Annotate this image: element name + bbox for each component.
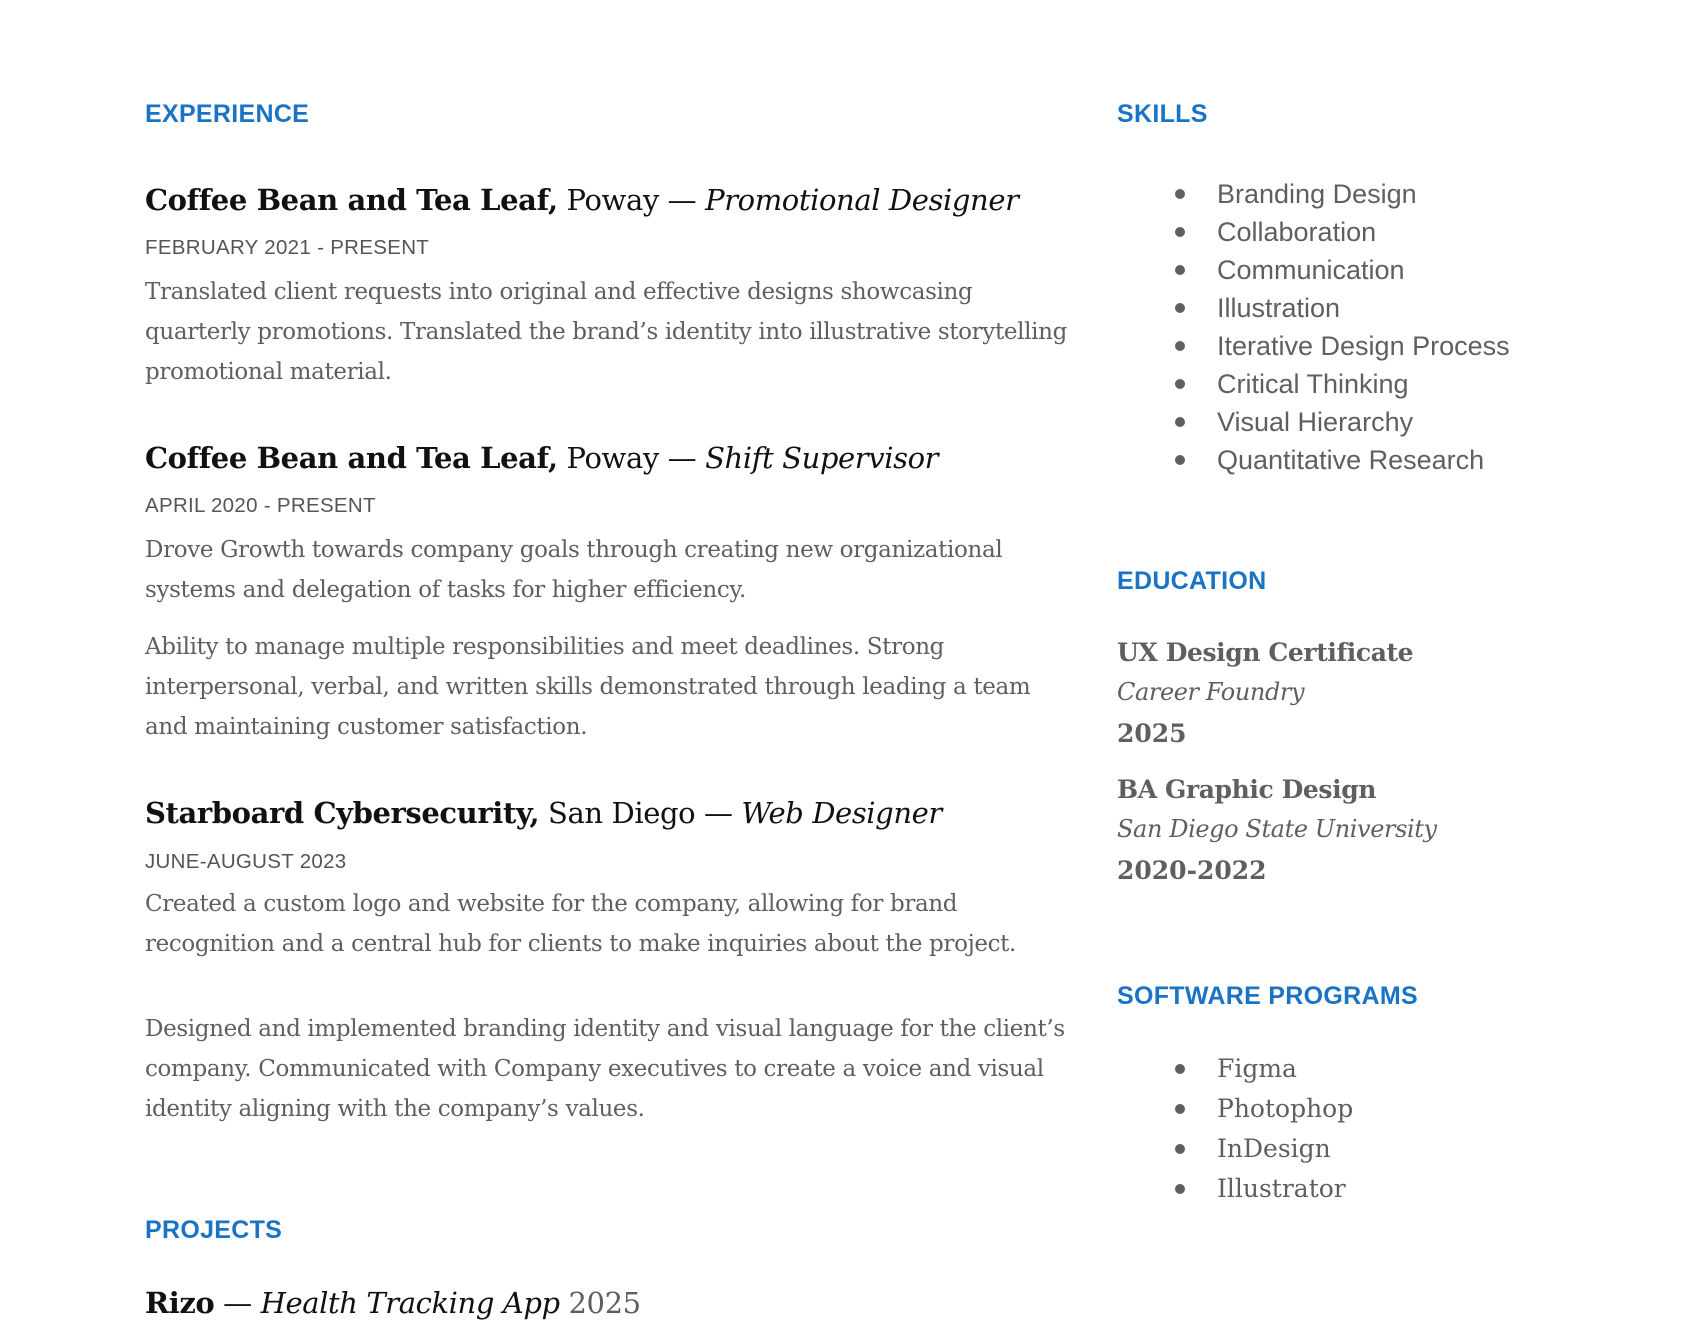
job-location: San Diego — <box>539 796 742 830</box>
experience-heading: EXPERIENCE <box>145 100 310 128</box>
job-role: Web Designer <box>741 796 942 830</box>
education-heading: EDUCATION <box>1117 567 1267 595</box>
bullet-icon <box>1175 265 1185 275</box>
job-title <box>145 796 942 830</box>
software-label: InDesign <box>1217 1134 1331 1163</box>
job-role: Promotional Designer <box>705 183 1019 217</box>
bullet-icon <box>1175 189 1185 199</box>
job-dates: JUNE-AUGUST 2023 <box>145 850 347 873</box>
projects-heading: PROJECTS <box>145 1216 283 1244</box>
bullet-icon <box>1175 341 1185 351</box>
software-label: Illustrator <box>1217 1174 1346 1203</box>
project-type: Health Tracking App <box>260 1286 560 1320</box>
skill-item <box>1117 175 1510 213</box>
project-name: Rizo <box>145 1286 215 1320</box>
job-company: Coffee Bean and Tea Leaf, <box>145 441 558 475</box>
job-role: Shift Supervisor <box>705 441 939 475</box>
software-heading: SOFTWARE PROGRAMS <box>1117 982 1418 1010</box>
skills-list <box>1117 175 1510 479</box>
skill-item <box>1117 327 1510 365</box>
education-year: 2020-2022 <box>1117 856 1267 885</box>
skill-label: Branding Design <box>1217 179 1417 209</box>
job-location: Poway — <box>557 441 706 475</box>
education-school: San Diego State University <box>1117 815 1437 843</box>
bullet-icon <box>1175 1144 1185 1154</box>
skill-label: Collaboration <box>1217 217 1377 247</box>
skills-heading: SKILLS <box>1117 100 1208 128</box>
skill-item <box>1117 403 1510 441</box>
job-description: Drove Growth towards company goals through creating new organizational systems and delegation of tasks for higher efficiency. <box>145 537 1003 603</box>
bullet-icon <box>1175 455 1185 465</box>
education-degree: UX Design Certificate <box>1117 638 1414 667</box>
job-description: Created a custom logo and website for the company, allowing for brand recognition and a central hub for clients to make inquiries about the project. <box>145 891 1016 957</box>
skill-item <box>1117 251 1510 289</box>
job-company: Coffee Bean and Tea Leaf, <box>145 183 558 217</box>
job-title <box>145 441 938 475</box>
job-company: Starboard Cybersecurity, <box>145 796 540 830</box>
project-year: 2025 <box>559 1286 641 1320</box>
bullet-icon <box>1175 1104 1185 1114</box>
project-title <box>145 1286 641 1320</box>
skill-item <box>1117 365 1510 403</box>
bullet-icon <box>1175 1064 1185 1074</box>
skill-item <box>1117 213 1510 251</box>
skill-label: Communication <box>1217 255 1405 285</box>
software-item <box>1117 1089 1353 1129</box>
job-dates: APRIL 2020 - PRESENT <box>145 494 376 517</box>
skill-label: Quantitative Research <box>1217 445 1485 475</box>
skill-label: Visual Hierarchy <box>1217 407 1414 437</box>
bullet-icon <box>1175 379 1185 389</box>
software-item <box>1117 1169 1353 1209</box>
software-item <box>1117 1049 1353 1089</box>
skill-label: Critical Thinking <box>1217 369 1409 399</box>
job-title <box>145 183 1019 217</box>
job-dates: FEBRUARY 2021 - PRESENT <box>145 236 430 259</box>
bullet-icon <box>1175 1184 1185 1194</box>
skill-label: Illustration <box>1217 293 1341 323</box>
job-description: Designed and implemented branding identity and visual language for the client’s company. Communicated with Company executives to create a voice and visual identity aligning with the company’s values. <box>145 1016 1065 1122</box>
education-school: Career Foundry <box>1117 678 1305 706</box>
software-label: Photophop <box>1217 1094 1354 1123</box>
skill-item <box>1117 441 1510 479</box>
software-item <box>1117 1129 1353 1169</box>
job-description: Ability to manage multiple responsibilities and meet deadlines. Strong interpersonal, verbal, and written skills demonstrated through leading a team and maintaining customer satisfaction. <box>145 634 1031 740</box>
software-list <box>1117 1049 1353 1209</box>
skill-label: Iterative Design Process <box>1217 331 1510 361</box>
bullet-icon <box>1175 303 1185 313</box>
skill-item <box>1117 289 1510 327</box>
education-year: 2025 <box>1117 719 1187 748</box>
bullet-icon <box>1175 417 1185 427</box>
job-description: Translated client requests into original and effective designs showcasing quarterly promotions. Translated the brand’s identity into illustrative storytelling promotional material. <box>145 279 1067 385</box>
software-label: Figma <box>1217 1054 1297 1083</box>
job-location: Poway — <box>557 183 706 217</box>
project-separator: — <box>214 1286 261 1320</box>
education-degree: BA Graphic Design <box>1117 775 1377 804</box>
bullet-icon <box>1175 227 1185 237</box>
